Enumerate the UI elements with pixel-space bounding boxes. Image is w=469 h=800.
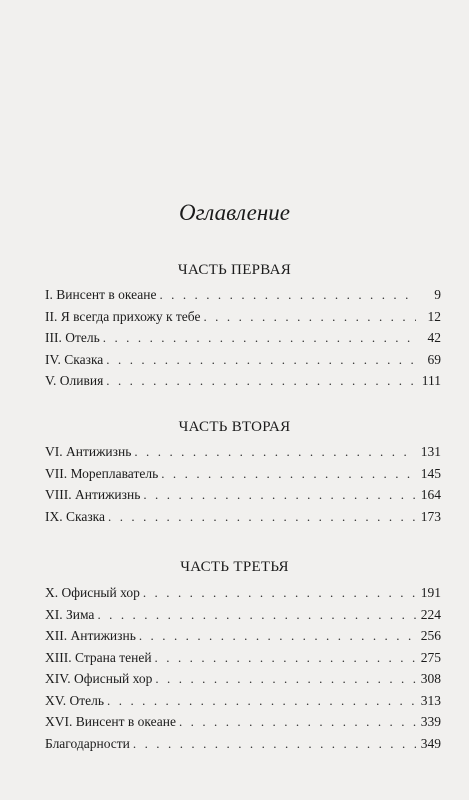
- toc-entry: [45, 444, 441, 466]
- toc-entry-page: 145: [420, 465, 441, 481]
- toc-list-part-3: [45, 585, 441, 757]
- leader-dots: [106, 373, 416, 389]
- page-title: Оглавление: [178, 200, 290, 225]
- toc-entry: [45, 509, 441, 531]
- toc-entry-page: 313: [420, 692, 441, 708]
- leader-dots: [133, 736, 416, 752]
- toc-entry-page: 275: [420, 649, 441, 665]
- toc-entry: [45, 466, 441, 488]
- toc-entry: [45, 671, 441, 693]
- leader-dots: [103, 330, 416, 346]
- leader-dots: [97, 607, 416, 623]
- toc-entry: [45, 309, 441, 331]
- toc-entry-label: VIII. Антижизнь: [45, 487, 141, 502]
- part-heading-3: ЧАСТЬ ТРЕТЬЯ: [180, 559, 289, 575]
- toc-entry-label: XV. Отель: [45, 692, 105, 708]
- toc-entry-page: 173: [420, 508, 441, 524]
- toc-entry: [45, 373, 441, 395]
- leader-dots: [203, 309, 416, 325]
- toc-entry: [45, 487, 441, 509]
- toc-entry: [45, 714, 441, 736]
- toc-entry-label: Благодарности: [45, 735, 130, 751]
- toc-entry: [45, 693, 441, 715]
- toc-entry-label: IX. Сказка: [45, 508, 106, 524]
- toc-entry-label: VII. Мореплаватель: [45, 465, 159, 481]
- toc-entry: [45, 650, 441, 672]
- toc-entry-label: XIII. Страна теней: [45, 649, 152, 665]
- toc-entry-page: 308: [420, 671, 441, 686]
- leader-dots: [161, 466, 416, 482]
- leader-dots: [179, 714, 416, 730]
- toc-entry: [45, 287, 441, 309]
- leader-dots: [143, 585, 416, 601]
- part-heading-2: ЧАСТЬ ВТОРАЯ: [178, 419, 291, 435]
- toc-entry-page: 111: [421, 373, 441, 388]
- toc-entry-page: 69: [427, 351, 441, 367]
- leader-dots: [159, 287, 416, 303]
- toc-entry-page: 164: [420, 487, 441, 502]
- toc-entry: [45, 330, 441, 352]
- toc-entry-page: 191: [420, 585, 441, 600]
- toc-entry-label: IV. Сказка: [45, 351, 104, 367]
- toc-entry-page: 12: [427, 308, 441, 324]
- toc-list-part-2: [45, 444, 441, 530]
- toc-entry-page: 224: [420, 606, 441, 622]
- toc-entry: [45, 607, 441, 629]
- toc-entry-page: 256: [420, 628, 441, 643]
- toc-entry-label: XIV. Офисный хор: [45, 671, 153, 686]
- toc-entry-label: X. Офисный хор: [45, 585, 140, 600]
- toc-entry-page: 131: [420, 444, 441, 459]
- leader-dots: [107, 693, 416, 709]
- toc-entry: [45, 736, 441, 758]
- toc-list-part-1: [45, 287, 441, 395]
- part-heading-1: ЧАСТЬ ПЕРВАЯ: [177, 262, 292, 278]
- toc-entry-page: 339: [420, 714, 441, 729]
- toc-entry: [45, 628, 441, 650]
- toc-entry-label: XVI. Винсент в океане: [45, 714, 176, 729]
- toc-entry-page: 42: [427, 330, 441, 345]
- leader-dots: [143, 487, 416, 503]
- toc-entry-page: 349: [420, 735, 441, 751]
- leader-dots: [155, 671, 416, 687]
- leader-dots: [155, 650, 416, 666]
- toc-entry: [45, 352, 441, 374]
- toc-entry-label: I. Винсент в океане: [45, 287, 157, 302]
- leader-dots: [106, 352, 416, 368]
- leader-dots: [108, 509, 416, 525]
- toc-entry-label: VI. Антижизнь: [45, 444, 132, 459]
- leader-dots: [139, 628, 416, 644]
- toc-entry-page: 9: [434, 287, 441, 302]
- toc-entry-label: III. Отель: [45, 330, 100, 345]
- toc-entry-label: V. Оливия: [45, 373, 104, 388]
- toc-entry-label: XI. Зима: [45, 606, 95, 622]
- toc-entry: [45, 585, 441, 607]
- toc-entry-label: XII. Антижизнь: [45, 628, 136, 643]
- toc-entry-label: II. Я всегда прихожу к тебе: [45, 308, 201, 324]
- leader-dots: [134, 444, 416, 460]
